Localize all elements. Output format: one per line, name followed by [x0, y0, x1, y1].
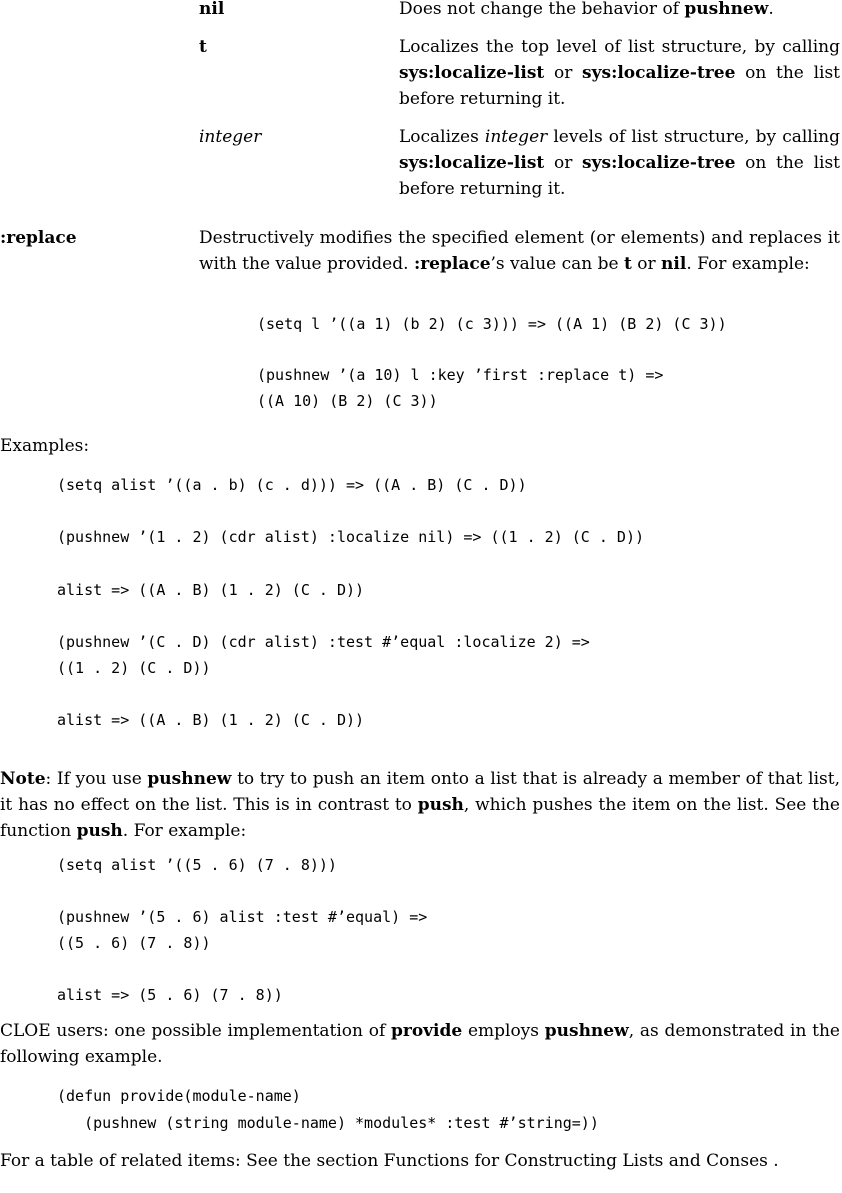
- example-line-6: alist => ((A . B) (1 . 2) (C . D)): [57, 711, 365, 729]
- cloe-code-2: (pushnew (string module-name) *modules* :test #’string=)): [57, 1114, 599, 1132]
- example-line-3: alist => ((A . B) (1 . 2) (C . D)): [57, 581, 365, 599]
- localize-desc-t: Localizes the top level of list structure, by calling sys:localize-list or sys:localize-tree on the list before returning it.: [399, 37, 840, 109]
- localize-desc-nil: Does not change the behavior of pushnew.: [399, 0, 774, 19]
- examples-label: Examples:: [0, 436, 90, 456]
- example-line-1: (setq alist ’((a . b) (c . d))) => ((A . B) (C . D)): [57, 476, 527, 494]
- example-line-4: (pushnew ’(C . D) (cdr alist) :test #’equal :localize 2) =>: [57, 633, 590, 651]
- note-code-2: (pushnew ’(5 . 6) alist :test #’equal) =>: [57, 908, 428, 926]
- localize-term-nil: nil: [199, 0, 225, 19]
- cloe-paragraph: CLOE users: one possible implementation of provide employs pushnew, as demonstrated in the following example.: [0, 1021, 840, 1067]
- example-line-2: (pushnew ’(1 . 2) (cdr alist) :localize nil) => ((1 . 2) (C . D)): [57, 528, 644, 546]
- related-items-paragraph: For a table of related items: See the section Functions for Constructing Lists and Conses .: [0, 1151, 779, 1171]
- replace-code-3: ((A 10) (B 2) (C 3)): [257, 392, 438, 410]
- localize-term-t: t: [199, 37, 207, 57]
- note-paragraph: Note: If you use pushnew to try to push an item onto a list that is already a member of that list, it has no effect on the list. This is in contrast to push, which pushes the item on the list. See the function push. For example:: [0, 769, 840, 841]
- replace-code-2: (pushnew ’(a 10) l :key ’first :replace t) =>: [257, 366, 664, 384]
- replace-term: :replace: [0, 228, 77, 248]
- replace-code-1: (setq l ’((a 1) (b 2) (c 3))) => ((A 1) (B 2) (C 3)): [257, 315, 727, 333]
- note-code-3: ((5 . 6) (7 . 8)): [57, 934, 211, 952]
- localize-term-integer: integer: [199, 127, 262, 147]
- example-line-5: ((1 . 2) (C . D)): [57, 659, 211, 677]
- replace-desc: Destructively modifies the specified element (or elements) and replaces it with the value provided. :replace’s value can be t or nil. For example:: [199, 228, 840, 274]
- note-code-1: (setq alist ’((5 . 6) (7 . 8))): [57, 856, 337, 874]
- note-code-4: alist => (5 . 6) (7 . 8)): [57, 986, 283, 1004]
- localize-desc-integer: Localizes integer levels of list structure, by calling sys:localize-list or sys:localize-tree on the list before returning it.: [399, 127, 840, 199]
- cloe-code-1: (defun provide(module-name): [57, 1087, 301, 1105]
